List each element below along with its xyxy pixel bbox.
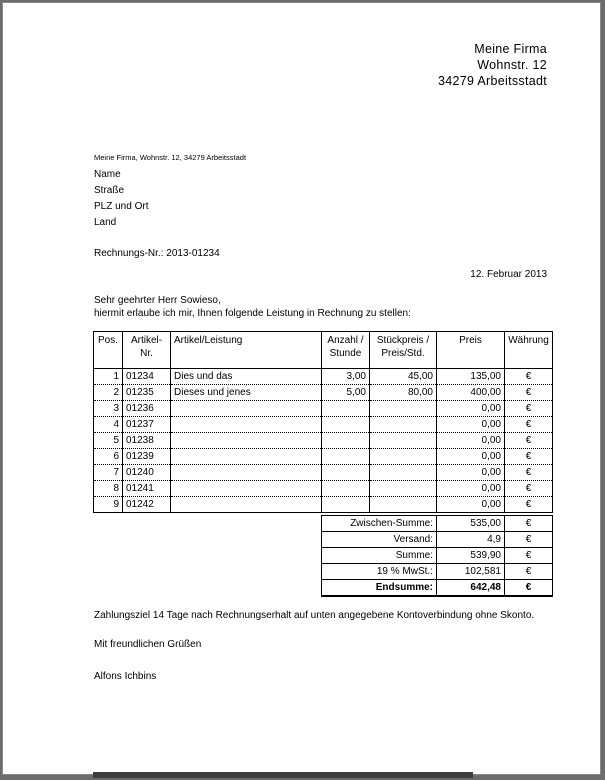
letter-intro xyxy=(94,294,411,320)
summary-currency: € xyxy=(505,516,553,532)
row-price: 135,00 xyxy=(437,369,505,385)
row-unit-price xyxy=(370,481,437,497)
summary-currency: € xyxy=(505,564,553,580)
summary-row-subtotal xyxy=(322,516,553,532)
row-price: 0,00 xyxy=(437,465,505,481)
row-pos: 7 xyxy=(94,465,123,481)
table-row xyxy=(94,449,553,465)
summary-row-shipping xyxy=(322,532,553,548)
summary-currency: € xyxy=(505,580,553,597)
header-article: Artikel/Leistung xyxy=(171,332,322,369)
row-quantity xyxy=(322,465,370,481)
invoice-page xyxy=(2,2,601,775)
row-article-number: 01239 xyxy=(123,449,171,465)
header-currency: Währung xyxy=(505,332,553,369)
header-pos: Pos. xyxy=(94,332,123,369)
row-quantity xyxy=(322,481,370,497)
summary-label: Versand: xyxy=(322,532,437,548)
row-currency: € xyxy=(505,401,553,417)
table-row xyxy=(94,417,553,433)
row-pos: 2 xyxy=(94,385,123,401)
row-currency: € xyxy=(505,465,553,481)
row-quantity xyxy=(322,497,370,513)
row-price: 0,00 xyxy=(437,417,505,433)
page-bottom-strip xyxy=(93,772,473,778)
row-pos: 5 xyxy=(94,433,123,449)
row-currency: € xyxy=(505,497,553,513)
row-unit-price: 45,00 xyxy=(370,369,437,385)
row-unit-price: 80,00 xyxy=(370,385,437,401)
row-article-number: 01242 xyxy=(123,497,171,513)
row-article xyxy=(171,433,322,449)
recipient-name: Name xyxy=(94,169,121,180)
greeting: Sehr geehrter Herr Sowieso, xyxy=(94,295,221,306)
summary-row-sum xyxy=(322,548,553,564)
sender-name: Meine Firma xyxy=(474,42,547,56)
summary-row-total xyxy=(322,580,553,597)
summary-label: Summe: xyxy=(322,548,437,564)
row-article: Dies und das xyxy=(171,369,322,385)
intro-text: hiermit erlaube ich mir, Ihnen folgende Leistung in Rechnung zu stellen: xyxy=(94,308,411,319)
summary-row-vat xyxy=(322,564,553,580)
recipient-address xyxy=(94,167,148,231)
row-currency: € xyxy=(505,385,553,401)
row-article xyxy=(171,465,322,481)
payment-terms: Zahlungsziel 14 Tage nach Rechnungserhalt auf unten angegebene Kontoverbindung ohne Skonto. xyxy=(94,610,535,621)
row-quantity: 5,00 xyxy=(322,385,370,401)
row-article-number: 01235 xyxy=(123,385,171,401)
row-price: 0,00 xyxy=(437,433,505,449)
row-article-number: 01237 xyxy=(123,417,171,433)
row-article xyxy=(171,401,322,417)
row-article-number: 01241 xyxy=(123,481,171,497)
row-quantity xyxy=(322,417,370,433)
signature-name: Alfons Ichbins xyxy=(94,671,157,682)
row-article-number: 01234 xyxy=(123,369,171,385)
row-unit-price xyxy=(370,433,437,449)
row-quantity xyxy=(322,449,370,465)
table-row xyxy=(94,369,553,385)
row-article xyxy=(171,449,322,465)
summary-currency: € xyxy=(505,532,553,548)
row-unit-price xyxy=(370,497,437,513)
table-header-row xyxy=(94,332,553,369)
summary-currency: € xyxy=(505,548,553,564)
row-quantity: 3,00 xyxy=(322,369,370,385)
recipient-country: Land xyxy=(94,217,117,228)
table-row xyxy=(94,401,553,417)
row-unit-price xyxy=(370,465,437,481)
sender-street: Wohnstr. 12 xyxy=(477,58,547,72)
row-pos: 8 xyxy=(94,481,123,497)
row-price: 0,00 xyxy=(437,449,505,465)
summary-value: 102,581 xyxy=(437,564,505,580)
summary-value: 535,00 xyxy=(437,516,505,532)
row-quantity xyxy=(322,433,370,449)
row-price: 0,00 xyxy=(437,401,505,417)
row-pos: 1 xyxy=(94,369,123,385)
row-currency: € xyxy=(505,369,553,385)
row-article-number: 01240 xyxy=(123,465,171,481)
row-pos: 4 xyxy=(94,417,123,433)
recipient-street: Straße xyxy=(94,185,125,196)
row-price: 0,00 xyxy=(437,481,505,497)
row-article: Dieses und jenes xyxy=(171,385,322,401)
header-unit-price: Stückpreis / Preis/Std. xyxy=(370,332,437,369)
row-quantity xyxy=(322,401,370,417)
row-article-number: 01236 xyxy=(123,401,171,417)
row-currency: € xyxy=(505,433,553,449)
sender-return-line: Meine Firma, Wohnstr. 12, 34279 Arbeitsstadt xyxy=(94,153,247,162)
header-price: Preis xyxy=(437,332,505,369)
row-price: 0,00 xyxy=(437,497,505,513)
summary-label: 19 % MwSt.: xyxy=(322,564,437,580)
summary-label: Zwischen-Summe: xyxy=(322,516,437,532)
invoice-number: Rechnungs-Nr.: 2013-01234 xyxy=(94,248,220,259)
row-pos: 3 xyxy=(94,401,123,417)
table-row xyxy=(94,385,553,401)
summary-table xyxy=(321,515,553,597)
closing-phrase: Mit freundlichen Grüßen xyxy=(94,639,202,650)
summary-value: 642,48 xyxy=(437,580,505,597)
summary-value: 539,90 xyxy=(437,548,505,564)
row-currency: € xyxy=(505,417,553,433)
header-quantity: Anzahl / Stunde xyxy=(322,332,370,369)
row-currency: € xyxy=(505,481,553,497)
row-pos: 9 xyxy=(94,497,123,513)
table-row xyxy=(94,433,553,449)
row-article-number: 01238 xyxy=(123,433,171,449)
table-row xyxy=(94,497,553,513)
table-row xyxy=(94,481,553,497)
sender-city: 34279 Arbeitsstadt xyxy=(438,74,547,88)
header-article-number: Artikel- Nr. xyxy=(123,332,171,369)
row-unit-price xyxy=(370,417,437,433)
row-price: 400,00 xyxy=(437,385,505,401)
summary-value: 4,9 xyxy=(437,532,505,548)
invoice-date: 12. Februar 2013 xyxy=(470,269,547,280)
row-article xyxy=(171,497,322,513)
row-article xyxy=(171,417,322,433)
table-row xyxy=(94,465,553,481)
row-article xyxy=(171,481,322,497)
row-pos: 6 xyxy=(94,449,123,465)
sender-address xyxy=(438,41,547,89)
invoice-table xyxy=(93,331,553,513)
row-unit-price xyxy=(370,401,437,417)
summary-label: Endsumme: xyxy=(322,580,437,597)
row-currency: € xyxy=(505,449,553,465)
recipient-city: PLZ und Ort xyxy=(94,201,149,212)
row-unit-price xyxy=(370,449,437,465)
